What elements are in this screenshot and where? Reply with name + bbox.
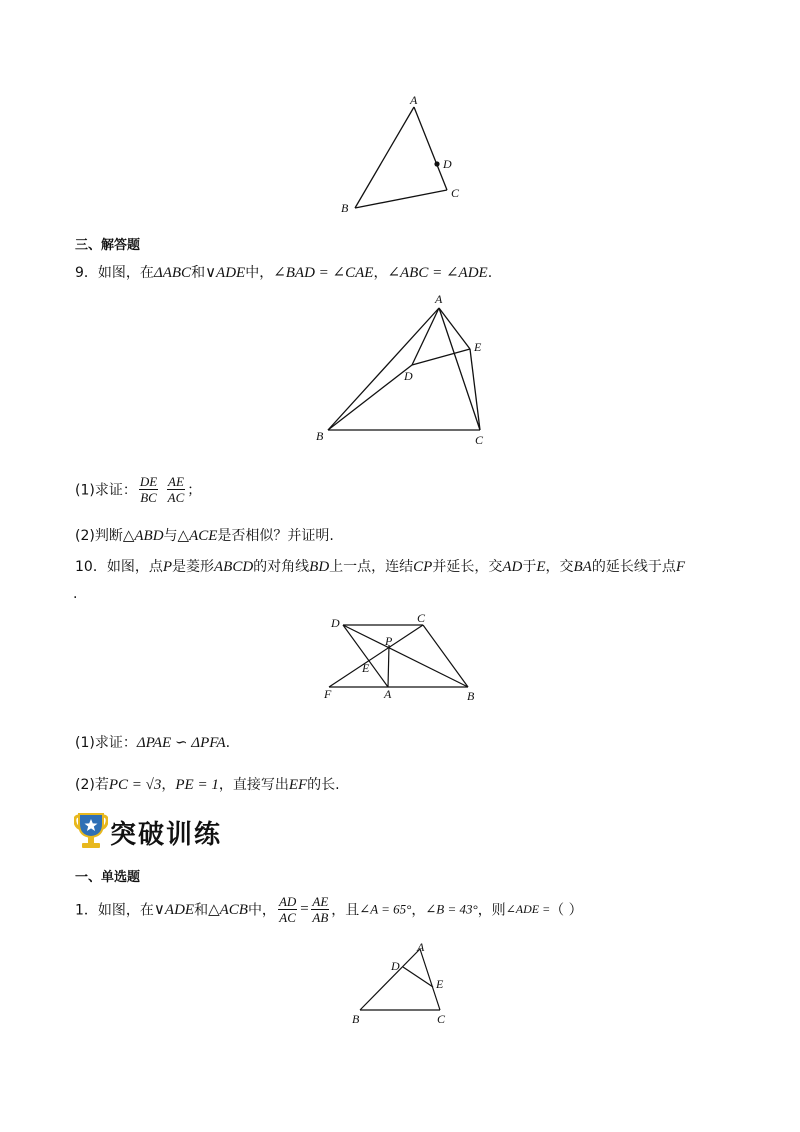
q10-var-e: E [536, 559, 546, 575]
q1-label-d: D [391, 959, 400, 973]
q10-p5: 并延长，交 [432, 559, 503, 575]
q1-label-a: A [417, 940, 425, 954]
q9-mid: 中， [245, 265, 274, 281]
q10-p4: 上一点，连结 [329, 559, 414, 575]
figure-q1 [346, 940, 458, 1026]
label-a: A [410, 93, 418, 107]
q10-part2-eq1: PC = √3 [108, 777, 162, 793]
label-c: C [451, 186, 460, 200]
q9-part1-prefix: (1)求证： [75, 482, 137, 499]
fraction-numerator: AD [278, 894, 297, 909]
q10-var-abcd: ABCD [214, 559, 254, 575]
q9-part2-suffix: 是否相似？并证明. [217, 528, 334, 544]
question-1-text [75, 894, 583, 925]
q9-label-b: B [316, 429, 324, 443]
q10-part2-ef: EF [288, 777, 308, 793]
question-10-text-line2: . [73, 586, 78, 602]
q1-ang-a: ∠A = 65° [359, 901, 412, 917]
section-heading-single-choice: 一、单选题 [75, 870, 141, 885]
q1-ang-b: ∠B = 43° [425, 901, 478, 917]
q1-sep: ， [411, 902, 426, 919]
question-9-text [75, 262, 492, 282]
banner-title: 突破训练 [110, 820, 223, 850]
q10-part1-expr: ΔPAE ∽ ΔPFA [136, 735, 226, 751]
q10-label-f: F [324, 687, 332, 701]
figure-q9 [310, 288, 500, 448]
q9-and: 和 [191, 265, 206, 281]
q10-p8: 的延长线于点 [591, 559, 676, 575]
fraction-de-bc [139, 474, 158, 505]
fraction-ae-ac [167, 474, 186, 505]
fraction-ad-ac [278, 894, 297, 925]
q1-label-c: C [437, 1012, 446, 1026]
fraction-numerator: AE [168, 474, 184, 489]
q10-part1-suffix: . [225, 735, 231, 751]
q9-sep: ， [373, 265, 388, 281]
figure-q10 [320, 612, 490, 704]
q10-part1-prefix: (1)求证： [75, 735, 137, 751]
fraction-denominator: AC [167, 490, 185, 505]
q10-p6: 于 [522, 559, 537, 575]
q10-var-ba: BA [573, 559, 592, 575]
q10-label-b: B [467, 689, 475, 703]
q10-part2-suffix: 的长. [307, 777, 340, 793]
q10-var-bd: BD [309, 559, 330, 575]
q9-label-d: D [404, 369, 413, 383]
q9-part1-suffix: ； [187, 482, 202, 499]
q1-p3: ，则 [477, 902, 506, 919]
trophy-icon [74, 812, 108, 850]
q10-part2-prefix: (2)若 [75, 777, 109, 793]
q1-ask: ∠ADE = [505, 902, 551, 916]
q10-p1: 如图，点 [106, 559, 163, 575]
q1-p2: ，且 [331, 902, 360, 919]
q9-tri2: ∨ADE [205, 265, 246, 281]
q10-part2-eq2: PE = 1 [175, 777, 219, 793]
q9-number: 9． [75, 265, 98, 281]
q9-p1: 如图，在 [97, 265, 154, 281]
q10-p7: ，交 [545, 559, 574, 575]
q10-var-cp: CP [413, 559, 433, 575]
q10-number: 10． [75, 559, 107, 575]
q10-var-ad: AD [502, 559, 523, 575]
question-9-part-1 [75, 474, 201, 505]
q9-label-c: C [475, 433, 484, 447]
fraction-denominator: BC [140, 490, 157, 505]
q1-p1: 如图，在 [97, 902, 154, 919]
fraction-denominator: AC [279, 910, 296, 925]
q9-label-a: A [435, 292, 443, 306]
question-10-part-1 [75, 732, 230, 752]
q10-var-f: F [675, 559, 686, 575]
q10-label-e: E [362, 661, 370, 675]
section-heading-answer: 三、解答题 [75, 238, 141, 253]
fraction-ae-ab [311, 894, 329, 925]
fraction-denominator: AB [312, 910, 329, 925]
q1-and: 和 [194, 902, 209, 919]
label-d: D [443, 157, 452, 171]
q9-eq2: ∠ABC = ∠ADE [387, 265, 488, 281]
q10-part2-sep: ， [161, 777, 176, 793]
question-9-part-2 [75, 525, 334, 545]
q10-p2: 是菱形 [172, 559, 214, 575]
q10-p3: 的对角线 [253, 559, 310, 575]
q1-eq: = [299, 901, 310, 917]
q1-number: 1． [75, 902, 98, 919]
q1-tri1: ∨ADE [153, 902, 195, 918]
q9-part2-and: 与 [163, 528, 178, 544]
q10-label-d: D [331, 616, 340, 630]
fraction-numerator: AE [312, 894, 329, 909]
question-10-text [75, 556, 685, 576]
fraction-numerator: DE [139, 474, 158, 489]
q9-part2-tri1: △ABD [122, 528, 164, 544]
q9-tri1: ΔABC [153, 265, 192, 281]
q9-part2-tri2: △ACE [177, 528, 218, 544]
q10-part2-mid: ，直接写出 [218, 777, 289, 793]
q10-label-a: A [384, 687, 392, 701]
q1-mid: 中， [247, 902, 276, 919]
q10-label-p: P [385, 634, 393, 648]
q1-label-e: E [436, 977, 444, 991]
q9-label-e: E [474, 340, 482, 354]
q10-label-c: C [417, 612, 426, 625]
q9-part2-prefix: (2)判断 [75, 528, 123, 544]
q9-eq1: ∠BAD = ∠CAE [273, 265, 374, 281]
q1-label-b: B [352, 1012, 360, 1026]
q10-var-p: P [162, 559, 172, 575]
q9-end: . [487, 265, 493, 281]
q1-answer-paren: （ ） [550, 902, 583, 919]
label-b: B [341, 201, 349, 215]
question-10-part-2 [75, 774, 340, 794]
q1-tri2: △ACB [208, 902, 248, 918]
figure-triangle-abc-d [330, 92, 470, 217]
